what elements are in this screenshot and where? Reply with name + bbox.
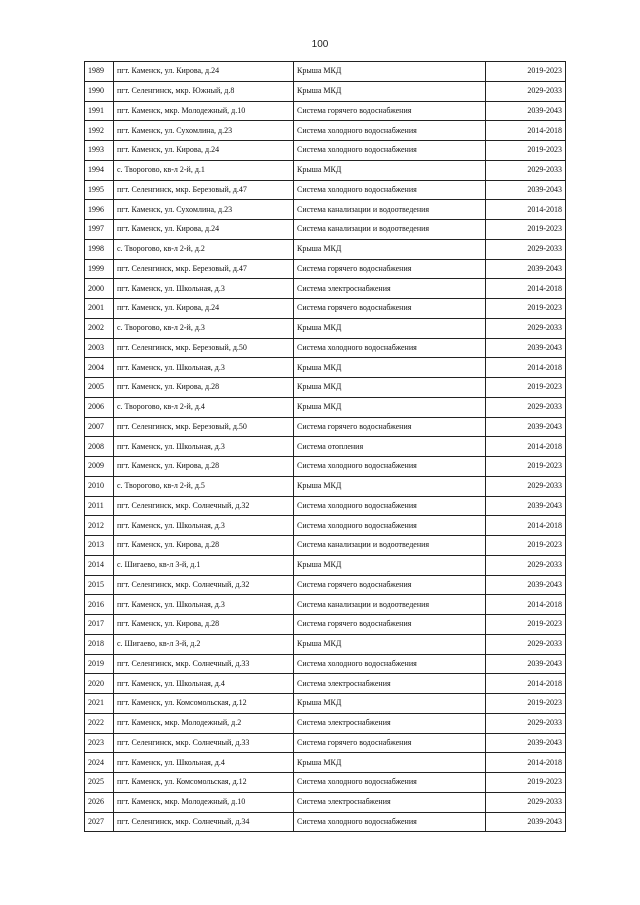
system-cell: Система канализации и водоотведения: [294, 536, 486, 556]
address-cell: пгт. Каменск, мкр. Молодежный, д.10: [114, 792, 294, 812]
row-number-cell: 1997: [85, 220, 114, 240]
system-cell: Система электроснабжения: [294, 713, 486, 733]
period-cell: 2039-2043: [486, 101, 566, 121]
period-cell: 2019-2023: [486, 141, 566, 161]
registry-table-body: [85, 62, 566, 832]
row-number-cell: 2016: [85, 595, 114, 615]
system-cell: Крыша МКД: [294, 555, 486, 575]
table-row: [85, 713, 566, 733]
address-cell: с. Творогово, кв-л 2-й, д.3: [114, 318, 294, 338]
table-row: [85, 516, 566, 536]
row-number-cell: 2018: [85, 634, 114, 654]
address-cell: с. Шигаево, кв-л 3-й, д.1: [114, 555, 294, 575]
period-cell: 2039-2043: [486, 654, 566, 674]
row-number-cell: 2011: [85, 496, 114, 516]
period-cell: 2019-2023: [486, 457, 566, 477]
period-cell: 2014-2018: [486, 595, 566, 615]
row-number-cell: 1990: [85, 81, 114, 101]
period-cell: 2029-2033: [486, 160, 566, 180]
system-cell: Крыша МКД: [294, 378, 486, 398]
address-cell: пгт. Селенгинск, мкр. Березовый, д.47: [114, 180, 294, 200]
system-cell: Система холодного водоснабжения: [294, 180, 486, 200]
system-cell: Крыша МКД: [294, 397, 486, 417]
address-cell: пгт. Каменск, мкр. Молодежный, д.10: [114, 101, 294, 121]
period-cell: 2039-2043: [486, 180, 566, 200]
system-cell: Система горячего водоснабжения: [294, 101, 486, 121]
table-row: [85, 121, 566, 141]
table-row: [85, 674, 566, 694]
table-row: [85, 694, 566, 714]
system-cell: Система холодного водоснабжения: [294, 812, 486, 832]
table-row: [85, 575, 566, 595]
address-cell: пгт. Селенгинск, мкр. Солнечный, д.34: [114, 812, 294, 832]
address-cell: пгт. Каменск, ул. Кирова, д.28: [114, 536, 294, 556]
system-cell: Крыша МКД: [294, 318, 486, 338]
row-number-cell: 2023: [85, 733, 114, 753]
period-cell: 2014-2018: [486, 437, 566, 457]
row-number-cell: 2013: [85, 536, 114, 556]
period-cell: 2014-2018: [486, 279, 566, 299]
row-number-cell: 2006: [85, 397, 114, 417]
row-number-cell: 2008: [85, 437, 114, 457]
row-number-cell: 2005: [85, 378, 114, 398]
period-cell: 2039-2043: [486, 338, 566, 358]
address-cell: с. Творогово, кв-л 2-й, д.2: [114, 239, 294, 259]
address-cell: пгт. Каменск, ул. Сухомлина, д.23: [114, 121, 294, 141]
address-cell: пгт. Каменск, ул. Школьная, д.4: [114, 753, 294, 773]
row-number-cell: 1995: [85, 180, 114, 200]
address-cell: пгт. Селенгинск, мкр. Солнечный, д.32: [114, 575, 294, 595]
row-number-cell: 2027: [85, 812, 114, 832]
row-number-cell: 2014: [85, 555, 114, 575]
system-cell: Крыша МКД: [294, 634, 486, 654]
system-cell: Система холодного водоснабжения: [294, 654, 486, 674]
address-cell: пгт. Каменск, ул. Кирова, д.24: [114, 62, 294, 82]
row-number-cell: 2000: [85, 279, 114, 299]
table-row: [85, 200, 566, 220]
row-number-cell: 1991: [85, 101, 114, 121]
row-number-cell: 2002: [85, 318, 114, 338]
address-cell: с. Творогово, кв-л 2-й, д.5: [114, 476, 294, 496]
system-cell: Система холодного водоснабжения: [294, 773, 486, 793]
period-cell: 2029-2033: [486, 239, 566, 259]
table-row: [85, 733, 566, 753]
system-cell: Система канализации и водоотведения: [294, 220, 486, 240]
period-cell: 2019-2023: [486, 62, 566, 82]
system-cell: Система холодного водоснабжения: [294, 496, 486, 516]
system-cell: Система холодного водоснабжения: [294, 457, 486, 477]
system-cell: Система канализации и водоотведения: [294, 200, 486, 220]
table-row: [85, 160, 566, 180]
table-row: [85, 358, 566, 378]
table-row: [85, 536, 566, 556]
address-cell: пгт. Каменск, ул. Школьная, д.3: [114, 358, 294, 378]
table-row: [85, 259, 566, 279]
row-number-cell: 2001: [85, 299, 114, 319]
address-cell: пгт. Каменск, ул. Кирова, д.28: [114, 615, 294, 635]
address-cell: пгт. Селенгинск, мкр. Березовый, д.50: [114, 338, 294, 358]
system-cell: Система электроснабжения: [294, 792, 486, 812]
table-row: [85, 180, 566, 200]
period-cell: 2019-2023: [486, 694, 566, 714]
period-cell: 2014-2018: [486, 516, 566, 536]
table-row: [85, 141, 566, 161]
system-cell: Система отопления: [294, 437, 486, 457]
table-row: [85, 239, 566, 259]
table-row: [85, 437, 566, 457]
address-cell: с. Творогово, кв-л 2-й, д.1: [114, 160, 294, 180]
table-row: [85, 773, 566, 793]
address-cell: пгт. Каменск, ул. Школьная, д.3: [114, 437, 294, 457]
table-row: [85, 555, 566, 575]
period-cell: 2019-2023: [486, 220, 566, 240]
table-row: [85, 279, 566, 299]
system-cell: Крыша МКД: [294, 62, 486, 82]
table-row: [85, 220, 566, 240]
row-number-cell: 2010: [85, 476, 114, 496]
row-number-cell: 2021: [85, 694, 114, 714]
period-cell: 2039-2043: [486, 812, 566, 832]
row-number-cell: 2009: [85, 457, 114, 477]
address-cell: пгт. Каменск, ул. Школьная, д.3: [114, 595, 294, 615]
period-cell: 2029-2033: [486, 476, 566, 496]
period-cell: 2029-2033: [486, 318, 566, 338]
table-row: [85, 397, 566, 417]
row-number-cell: 2015: [85, 575, 114, 595]
system-cell: Крыша МКД: [294, 81, 486, 101]
period-cell: 2039-2043: [486, 496, 566, 516]
table-row: [85, 417, 566, 437]
system-cell: Крыша МКД: [294, 476, 486, 496]
period-cell: 2039-2043: [486, 259, 566, 279]
period-cell: 2029-2033: [486, 634, 566, 654]
address-cell: пгт. Селенгинск, мкр. Березовый, д.50: [114, 417, 294, 437]
system-cell: Крыша МКД: [294, 694, 486, 714]
table-row: [85, 81, 566, 101]
table-row: [85, 615, 566, 635]
system-cell: Крыша МКД: [294, 753, 486, 773]
period-cell: 2039-2043: [486, 733, 566, 753]
row-number-cell: 2003: [85, 338, 114, 358]
row-number-cell: 2025: [85, 773, 114, 793]
address-cell: пгт. Каменск, ул. Кирова, д.28: [114, 457, 294, 477]
system-cell: Система горячего водоснабжения: [294, 299, 486, 319]
system-cell: Система электроснабжения: [294, 279, 486, 299]
table-row: [85, 318, 566, 338]
row-number-cell: 2017: [85, 615, 114, 635]
row-number-cell: 1993: [85, 141, 114, 161]
row-number-cell: 1999: [85, 259, 114, 279]
period-cell: 2019-2023: [486, 378, 566, 398]
page-number: 100: [311, 39, 329, 50]
address-cell: пгт. Каменск, ул. Сухомлина, д.23: [114, 200, 294, 220]
address-cell: пгт. Каменск, ул. Кирова, д.24: [114, 220, 294, 240]
row-number-cell: 2019: [85, 654, 114, 674]
table-row: [85, 654, 566, 674]
registry-table: [84, 61, 566, 832]
row-number-cell: 1989: [85, 62, 114, 82]
row-number-cell: 2007: [85, 417, 114, 437]
period-cell: 2014-2018: [486, 121, 566, 141]
period-cell: 2019-2023: [486, 773, 566, 793]
table-row: [85, 338, 566, 358]
row-number-cell: 1998: [85, 239, 114, 259]
table-row: [85, 634, 566, 654]
row-number-cell: 2026: [85, 792, 114, 812]
address-cell: пгт. Каменск, ул. Школьная, д.3: [114, 516, 294, 536]
table-row: [85, 299, 566, 319]
system-cell: Система горячего водоснабжения: [294, 417, 486, 437]
row-number-cell: 1992: [85, 121, 114, 141]
period-cell: 2029-2033: [486, 792, 566, 812]
system-cell: Система холодного водоснабжения: [294, 121, 486, 141]
address-cell: пгт. Каменск, ул. Кирова, д.24: [114, 141, 294, 161]
period-cell: 2019-2023: [486, 536, 566, 556]
system-cell: Крыша МКД: [294, 358, 486, 378]
address-cell: пгт. Каменск, ул. Комсомольская, д.12: [114, 773, 294, 793]
period-cell: 2014-2018: [486, 200, 566, 220]
period-cell: 2029-2033: [486, 81, 566, 101]
address-cell: пгт. Селенгинск, мкр. Березовый, д.47: [114, 259, 294, 279]
address-cell: пгт. Селенгинск, мкр. Южный, д.8: [114, 81, 294, 101]
period-cell: 2029-2033: [486, 397, 566, 417]
table-row: [85, 812, 566, 832]
system-cell: Система холодного водоснабжения: [294, 338, 486, 358]
period-cell: 2014-2018: [486, 753, 566, 773]
table-row: [85, 792, 566, 812]
system-cell: Система горячего водоснабжения: [294, 575, 486, 595]
table-row: [85, 753, 566, 773]
address-cell: пгт. Каменск, ул. Кирова, д.24: [114, 299, 294, 319]
address-cell: пгт. Каменск, ул. Школьная, д.3: [114, 279, 294, 299]
address-cell: пгт. Селенгинск, мкр. Солнечный, д.32: [114, 496, 294, 516]
address-cell: с. Творогово, кв-л 2-й, д.4: [114, 397, 294, 417]
row-number-cell: 1994: [85, 160, 114, 180]
system-cell: Система горячего водоснабжения: [294, 615, 486, 635]
system-cell: Крыша МКД: [294, 239, 486, 259]
period-cell: 2039-2043: [486, 575, 566, 595]
period-cell: 2029-2033: [486, 713, 566, 733]
address-cell: пгт. Селенгинск, мкр. Солнечный, д.33: [114, 733, 294, 753]
table-row: [85, 62, 566, 82]
address-cell: пгт. Каменск, ул. Комсомольская, д.12: [114, 694, 294, 714]
table-row: [85, 378, 566, 398]
system-cell: Система холодного водоснабжения: [294, 516, 486, 536]
period-cell: 2029-2033: [486, 555, 566, 575]
period-cell: 2014-2018: [486, 358, 566, 378]
period-cell: 2019-2023: [486, 615, 566, 635]
table-row: [85, 496, 566, 516]
system-cell: Система холодного водоснабжения: [294, 141, 486, 161]
address-cell: пгт. Каменск, ул. Кирова, д.28: [114, 378, 294, 398]
row-number-cell: 2024: [85, 753, 114, 773]
row-number-cell: 2020: [85, 674, 114, 694]
system-cell: Система электроснабжения: [294, 674, 486, 694]
address-cell: пгт. Каменск, мкр. Молодежный, д.2: [114, 713, 294, 733]
address-cell: пгт. Селенгинск, мкр. Солнечный, д.33: [114, 654, 294, 674]
address-cell: пгт. Каменск, ул. Школьная, д.4: [114, 674, 294, 694]
row-number-cell: 1996: [85, 200, 114, 220]
table-row: [85, 457, 566, 477]
system-cell: Система горячего водоснабжения: [294, 733, 486, 753]
row-number-cell: 2004: [85, 358, 114, 378]
row-number-cell: 2022: [85, 713, 114, 733]
system-cell: Система горячего водоснабжения: [294, 259, 486, 279]
period-cell: 2019-2023: [486, 299, 566, 319]
address-cell: с. Шигаево, кв-л 3-й, д.2: [114, 634, 294, 654]
system-cell: Крыша МКД: [294, 160, 486, 180]
table-row: [85, 595, 566, 615]
table-row: [85, 101, 566, 121]
table-row: [85, 476, 566, 496]
period-cell: 2014-2018: [486, 674, 566, 694]
period-cell: 2039-2043: [486, 417, 566, 437]
row-number-cell: 2012: [85, 516, 114, 536]
system-cell: Система канализации и водоотведения: [294, 595, 486, 615]
